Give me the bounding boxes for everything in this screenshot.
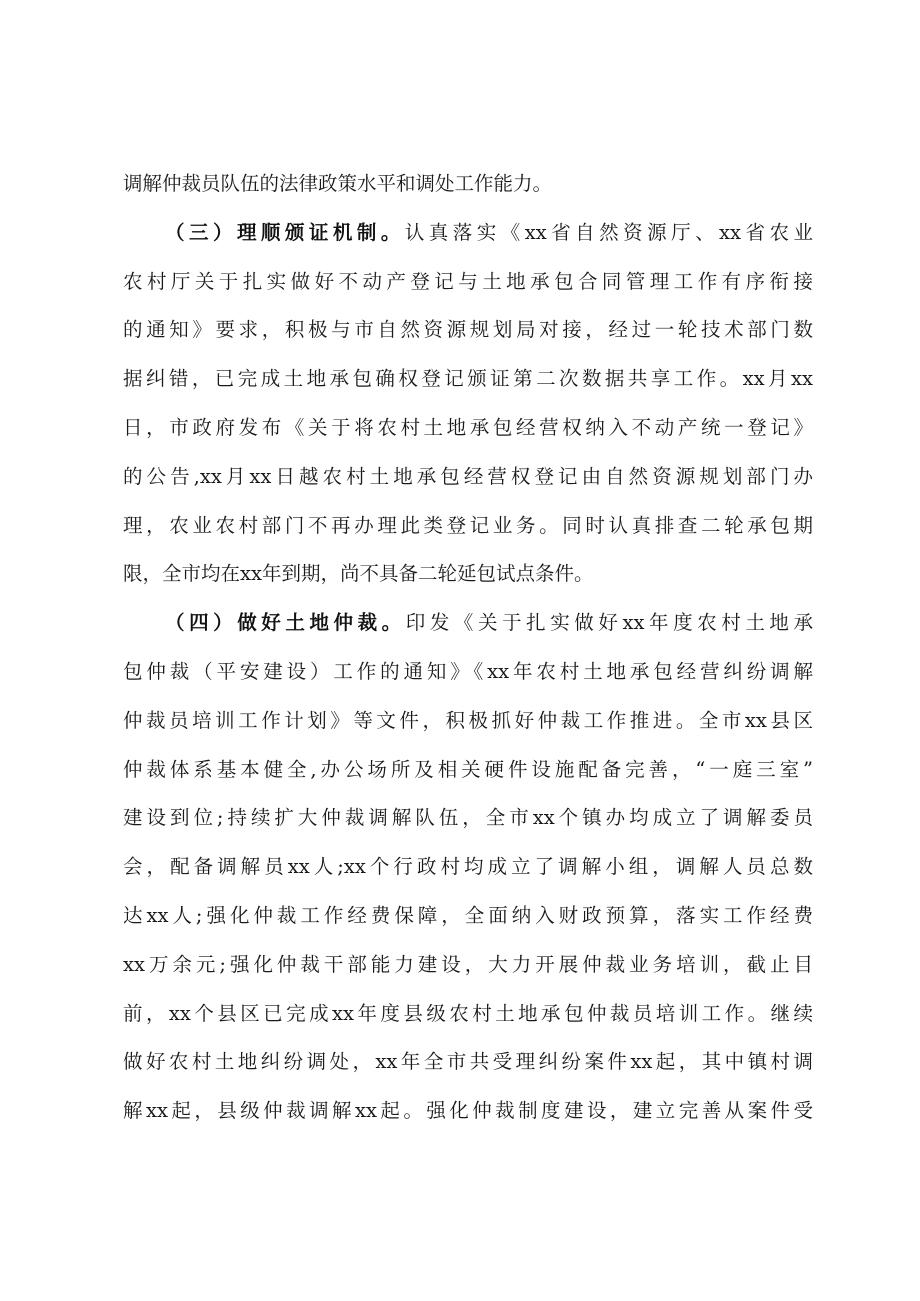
body-text bbox=[123, 160, 813, 1136]
paragraph-line: 做好农村土地纠纷调处，xx年全市共受理纠纷案件xx起，其中镇村调 bbox=[123, 1050, 813, 1074]
paragraph-line: 调解仲裁员队伍的法律政策水平和调处工作能力。 bbox=[123, 172, 553, 195]
paragraph-line: 据纠错，已完成土地承包确权登记颁证第二次数据共享工作。xx月xx bbox=[123, 367, 813, 391]
section-heading-line: （四）做好土地仲裁。印发《关于扎实做好xx年度农村土地承 bbox=[165, 611, 813, 635]
paragraph-line: 解xx起，县级仲裁调解xx起。强化仲裁制度建设，建立完善从案件受 bbox=[123, 1099, 813, 1123]
paragraph-line: 的通知》要求，积极与市自然资源规划局对接，经过一轮技术部门数 bbox=[123, 318, 813, 342]
paragraph-line: xx万余元;强化仲裁干部能力建设，大力开展仲裁业务培训，截止目 bbox=[123, 952, 813, 976]
section-heading-3: （三）理顺颁证机制。 bbox=[165, 220, 405, 244]
paragraph-line: 建设到位;持续扩大仲裁调解队伍，全市xx个镇办均成立了调解委员 bbox=[123, 806, 813, 830]
paragraph-line: 达xx人;强化仲裁工作经费保障，全面纳入财政预算，落实工作经费 bbox=[123, 903, 813, 927]
paragraph-line: 会，配备调解员xx人;xx个行政村均成立了调解小组，调解人员总数 bbox=[123, 855, 813, 879]
paragraph-line: 包仲裁（平安建设）工作的通知》《xx年农村土地承包经营纠纷调解 bbox=[123, 659, 813, 683]
paragraph-line: 农村厅关于扎实做好不动产登记与土地承包合同管理工作有序衔接 bbox=[123, 269, 813, 293]
paragraph-line: 的公告,xx月xx日越农村土地承包经营权登记由自然资源规划部门办 bbox=[123, 464, 813, 488]
section-heading-line: （三）理顺颁证机制。认真落实《xx省自然资源厅、xx省农业 bbox=[165, 220, 813, 244]
paragraph-line: 前，xx个县区已完成xx年度县级农村土地承包仲裁员培训工作。继续 bbox=[123, 1001, 813, 1025]
paragraph-line: 日，市政府发布《关于将农村土地承包经营权纳入不动产统一登记》 bbox=[123, 415, 813, 439]
section-heading-4: （四）做好土地仲裁。 bbox=[165, 611, 406, 635]
paragraph-line: 仲裁体系基本健全,办公场所及相关硬件设施配备完善，“一庭三室” bbox=[123, 757, 813, 781]
paragraph-line: 限，全市均在xx年到期，尚不具备二轮延包试点条件。 bbox=[123, 562, 594, 586]
paragraph-line: 理，农业农村部门不再办理此类登记业务。同时认真排查二轮承包期 bbox=[123, 513, 813, 537]
paragraph-line: 仲裁员培训工作计划》等文件，积极抓好仲裁工作推进。全市xx县区 bbox=[123, 708, 813, 732]
